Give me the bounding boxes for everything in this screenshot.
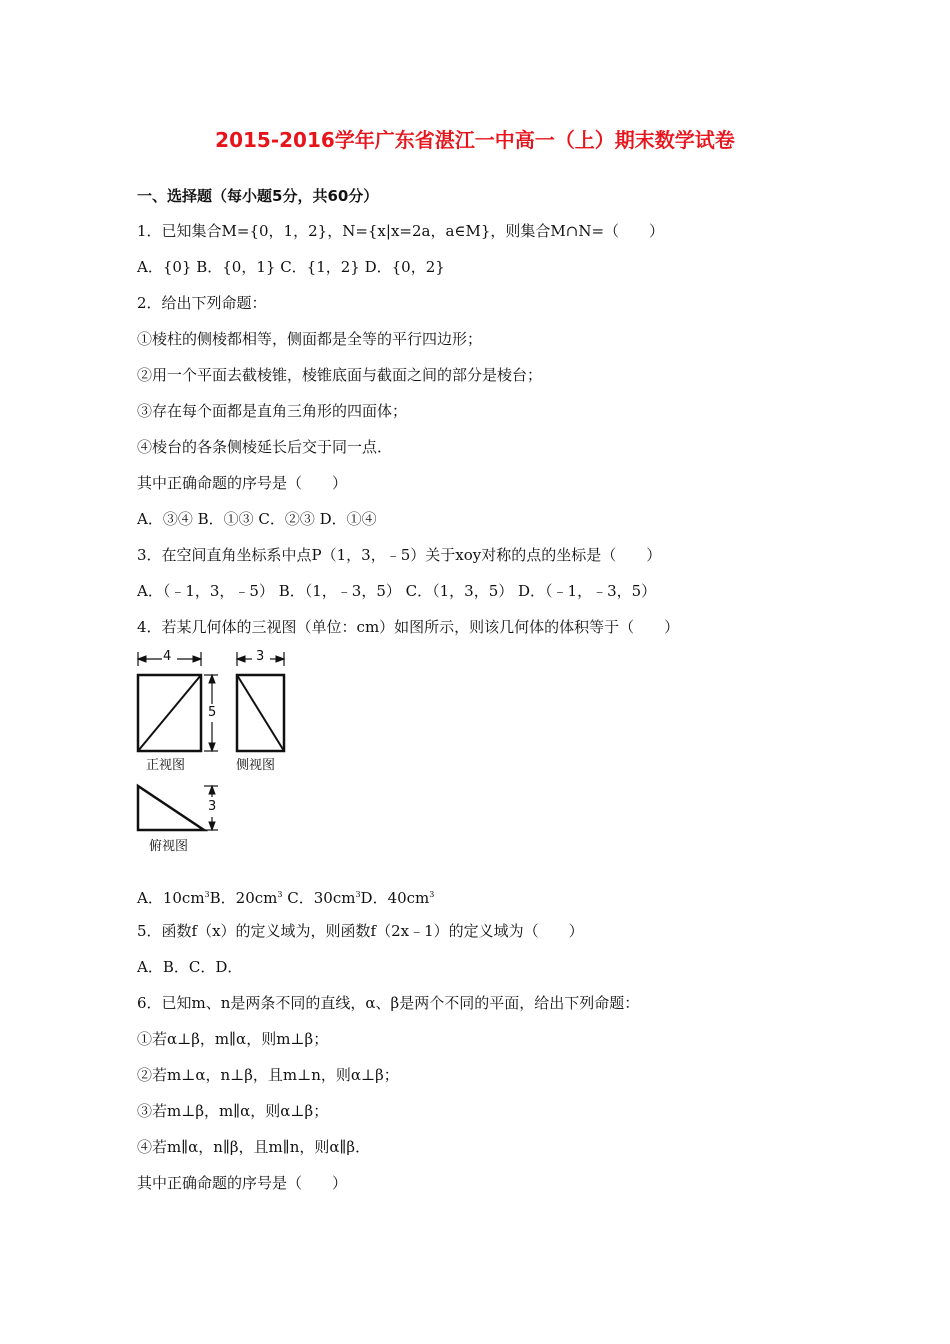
exponent: 3 — [204, 890, 210, 899]
question-3-stem: 3．在空间直角坐标系中点P（1，3，﹣5）关于xoy对称的点的坐标是（ ） — [137, 546, 662, 564]
question-6-ask: 其中正确命题的序号是（ ） — [137, 1174, 348, 1192]
question-2-proposition-1: ①棱柱的侧棱都相等，侧面都是全等的平行四边形； — [137, 330, 483, 348]
top-view-label: 俯视图 — [149, 839, 189, 854]
exponent: 3 — [355, 890, 361, 899]
front-width-label: 4 — [163, 649, 172, 664]
question-2-proposition-4: ④棱台的各条侧棱延长后交于同一点． — [137, 438, 393, 456]
three-view-figure — [132, 646, 292, 856]
side-view-label: 侧视图 — [236, 758, 276, 773]
question-6-proposition-3: ③若m⊥β，m∥α，则α⊥β； — [137, 1102, 329, 1120]
question-5-options: A．B．C．D． — [137, 958, 243, 976]
question-3-options: A．（﹣1，3，﹣5） B．（1，﹣3，5） C．（1，3，5） D．（﹣1，﹣3，5） — [137, 582, 657, 600]
height-label: 5 — [208, 705, 217, 720]
question-2-stem: 2．给出下列命题： — [137, 294, 267, 312]
option-a: A．10cm — [137, 889, 205, 907]
question-4-stem: 4．若某几何体的三视图（单位：cm）如图所示，则该几何体的体积等于（ ） — [137, 618, 680, 636]
question-6-proposition-1: ①若α⊥β，m∥α，则m⊥β； — [137, 1030, 329, 1048]
option-b: B．20cm — [209, 889, 278, 907]
question-4-options — [137, 885, 434, 908]
section-heading: 一、选择题（每小题5分，共60分） — [137, 187, 379, 205]
question-2-ask: 其中正确命题的序号是（ ） — [137, 474, 348, 492]
option-d: D．40cm — [360, 889, 430, 907]
front-view-label: 正视图 — [146, 758, 186, 773]
question-2-options: A．③④ B．①③ C．②③ D．①④ — [137, 510, 377, 528]
side-width-label: 3 — [256, 649, 265, 664]
question-2-proposition-2: ②用一个平面去截棱锥，棱锥底面与截面之间的部分是棱台； — [137, 366, 543, 384]
question-1-options: A．{0} B．{0，1} C．{1，2} D．{0，2} — [137, 258, 445, 276]
page-title: 2015-2016学年广东省湛江一中高一（上）期末数学试卷 — [215, 128, 735, 152]
question-1-stem: 1．已知集合M={0，1，2}，N={x|x=2a，a∈M}，则集合M∩N=（ ） — [137, 222, 665, 240]
exponent: 3 — [277, 890, 283, 899]
question-6-proposition-2: ②若m⊥α，n⊥β，且m⊥n，则α⊥β； — [137, 1066, 399, 1084]
option-c: C．30cm — [282, 889, 356, 907]
question-5-stem: 5．函数f（x）的定义域为，则函数f（2x﹣1）的定义域为（ ） — [137, 922, 584, 940]
question-6-proposition-4: ④若m∥α，n∥β，且m∥n，则α∥β． — [137, 1138, 371, 1156]
top-depth-label: 3 — [208, 799, 217, 814]
question-2-proposition-3: ③存在每个面都是直角三角形的四面体； — [137, 402, 408, 420]
exponent: 3 — [429, 890, 435, 899]
question-6-stem: 6．已知m、n是两条不同的直线，α、β是两个不同的平面，给出下列命题： — [137, 994, 640, 1012]
